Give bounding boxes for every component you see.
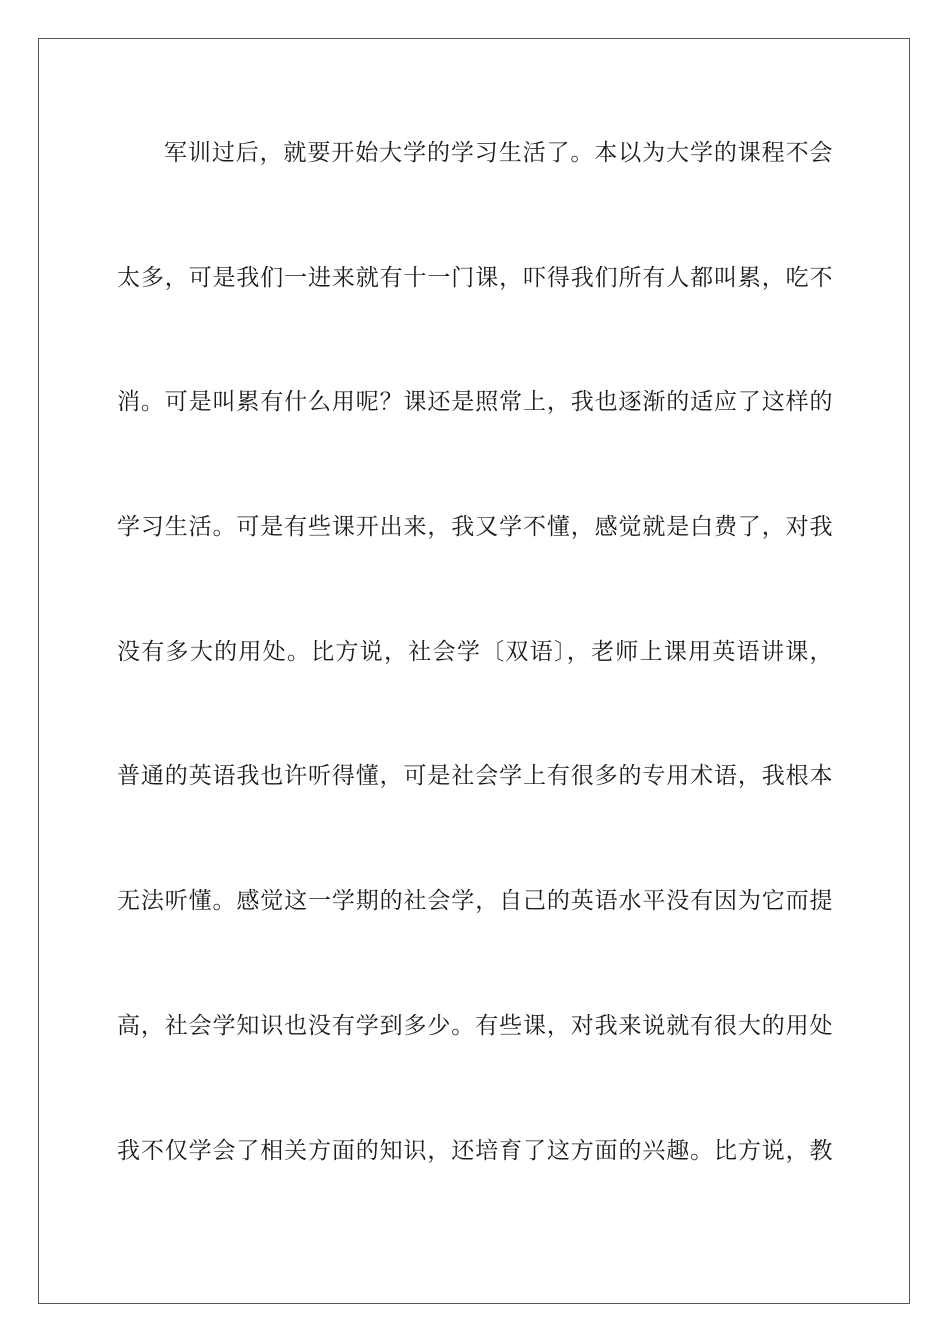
text-line: 无法听懂。感觉这一学期的社会学，自己的英语水平没有因为它而提 [117, 888, 833, 915]
text-line: 我不仅学会了相关方面的知识，还培育了这方面的兴趣。比方说，教 [117, 1137, 833, 1164]
text-line: 太多，可是我们一进来就有十一门课，吓得我们所有人都叫累，吃不 [117, 264, 833, 291]
text-line: 学习生活。可是有些课开出来，我又学不懂，感觉就是白费了，对我 [117, 514, 833, 541]
body-paragraph [117, 128, 833, 1250]
text-line: 消。可是叫累有什么用呢？课还是照常上，我也逐渐的适应了这样的 [117, 389, 833, 416]
text-line: 没有多大的用处。比方说，社会学〔双语〕，老师上课用英语讲课， [117, 638, 833, 665]
text-line: 高，社会学知识也没有学到多少。有些课，对我来说就有很大的用处 [117, 1012, 833, 1039]
text-line: 普通的英语我也许听得懂，可是社会学上有很多的专用术语，我根本 [117, 763, 833, 790]
text-line: 军训过后，就要开始大学的学习生活了。本以为大学的课程不会 [164, 140, 833, 166]
